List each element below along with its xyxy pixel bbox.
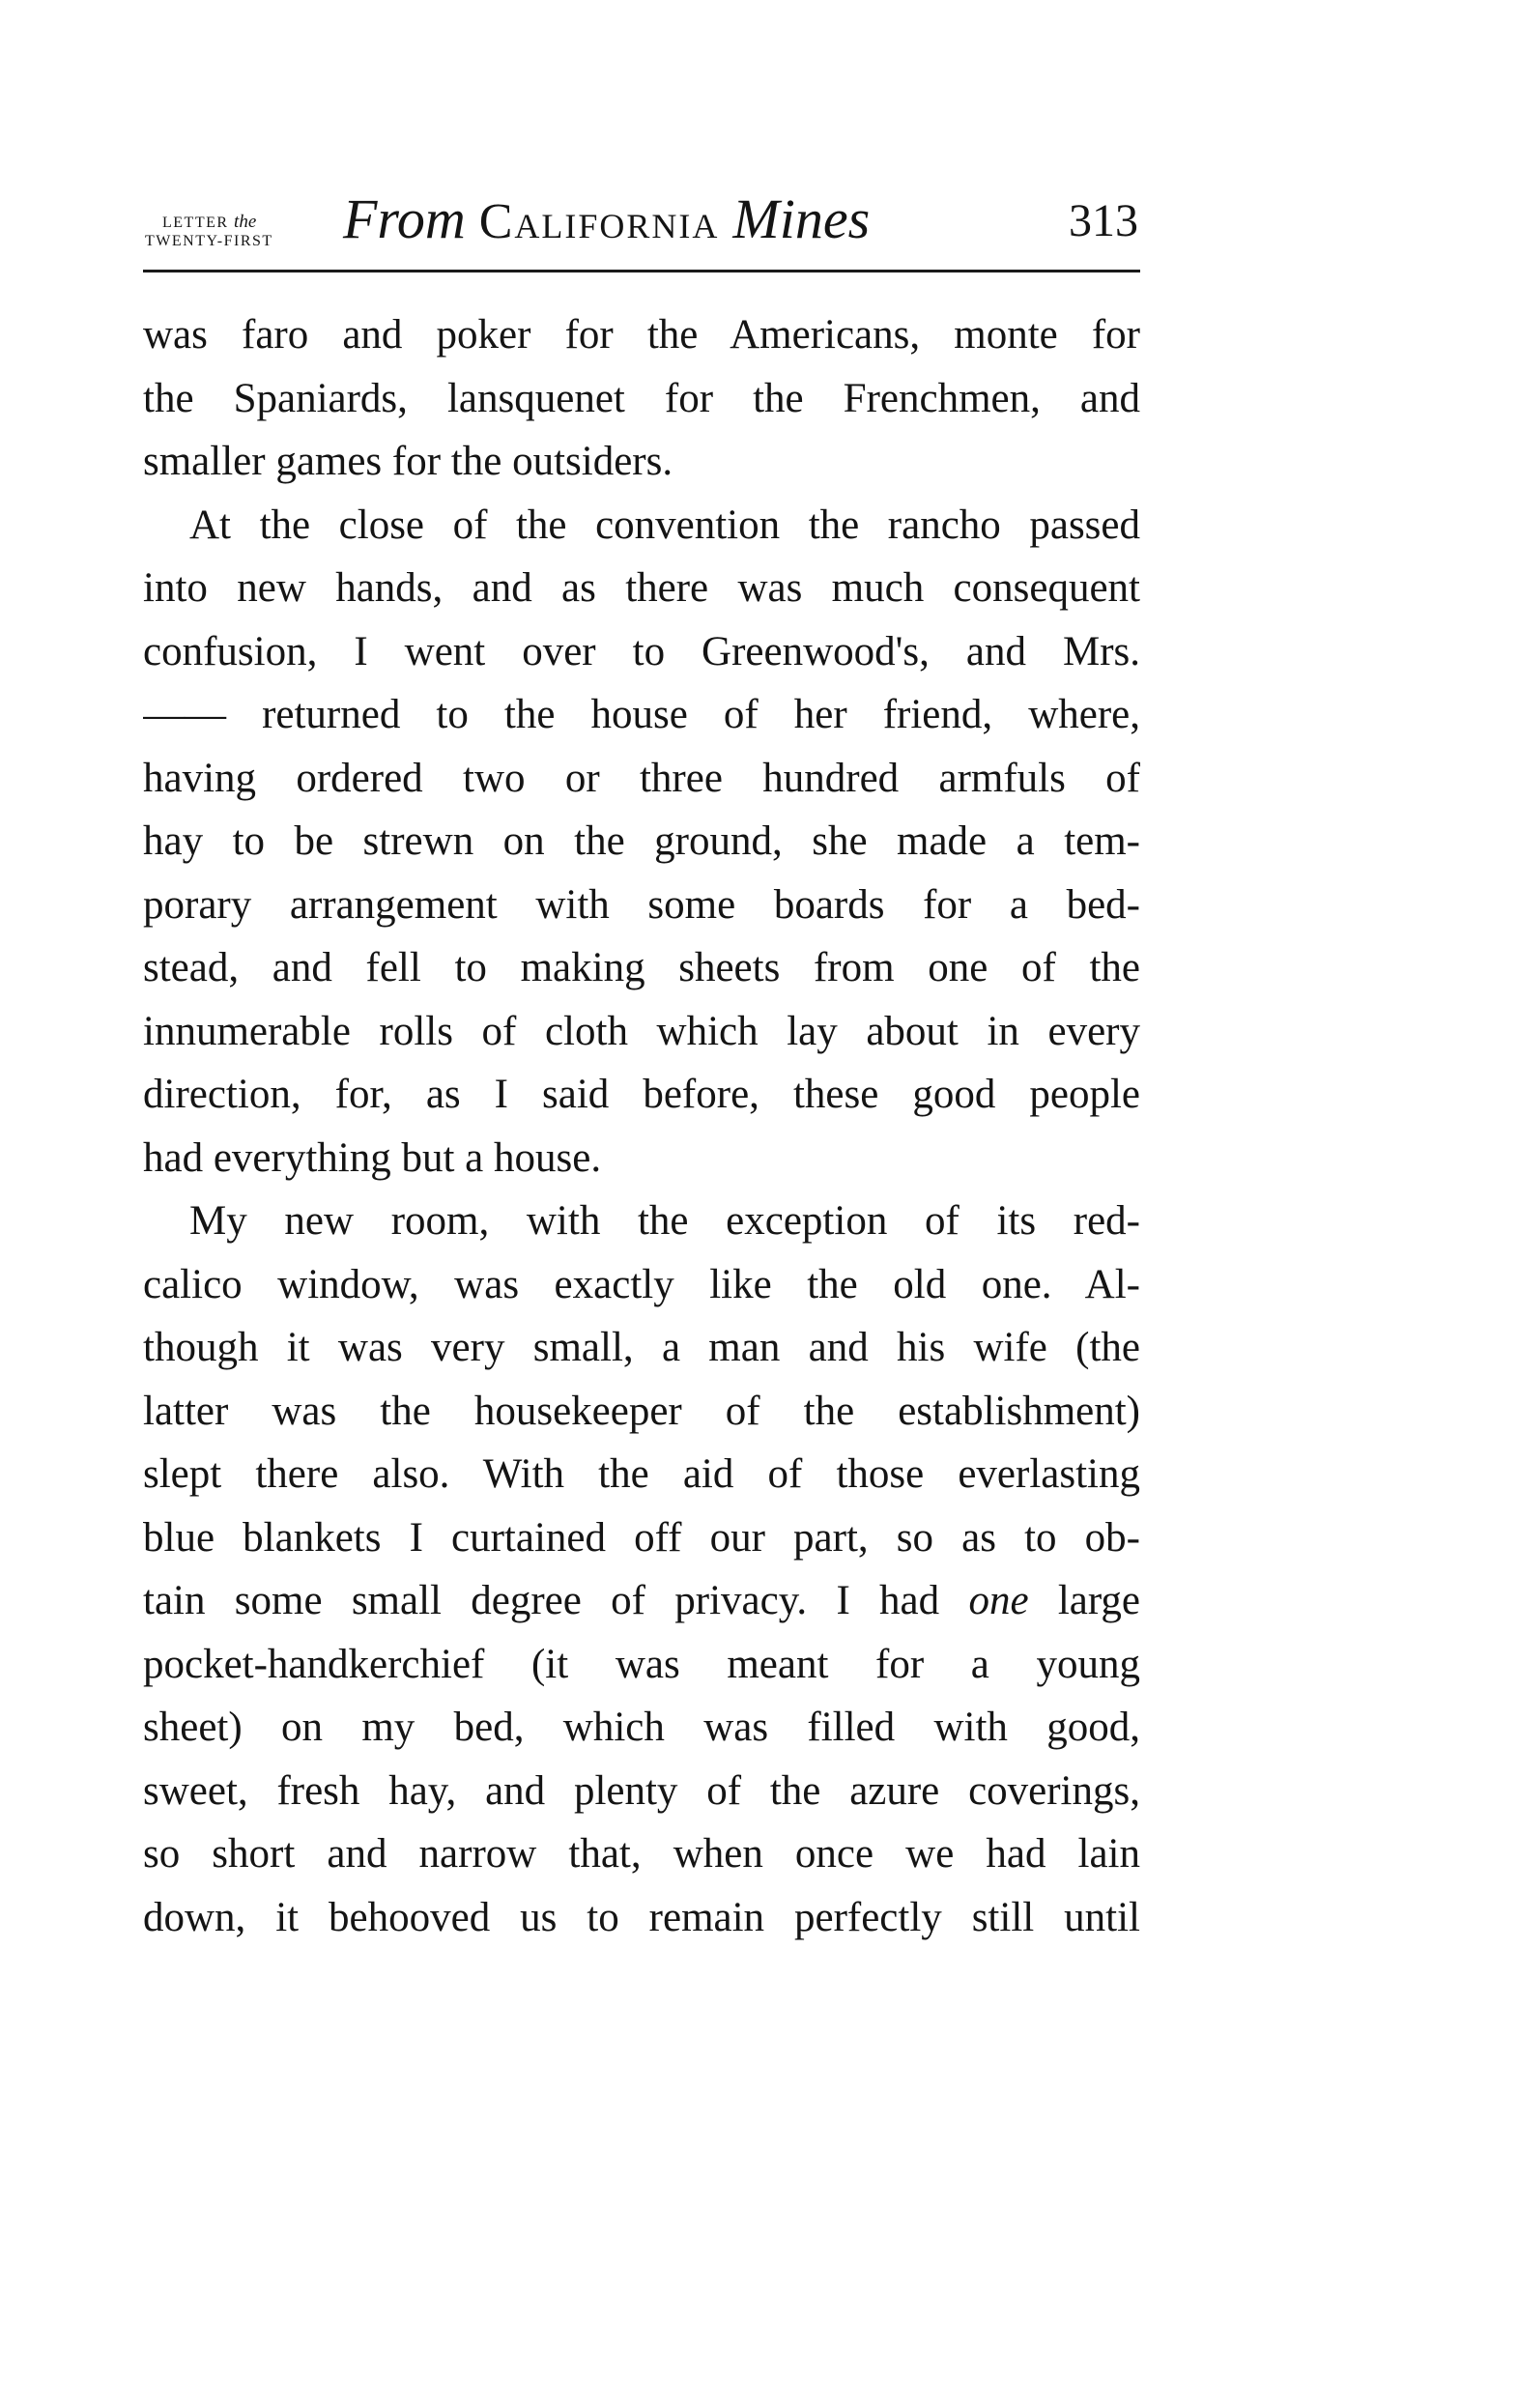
running-header: [145, 186, 1140, 272]
text-line: hay to be strewn on the ground, she made a tem-: [143, 818, 1140, 864]
running-title-mines: Mines: [732, 187, 871, 250]
text-line: the Spaniards, lansquenet for the Frenchmen, and: [143, 375, 1140, 421]
text-line: sweet, fresh hay, and plenty of the azure coverings,: [143, 1767, 1140, 1814]
text-line: slept there also. With the aid of those everlasting: [143, 1451, 1140, 1497]
text-line: At the close of the convention the rancho passed: [189, 502, 1140, 548]
text-line: stead, and fell to making sheets from one of the: [143, 945, 1140, 990]
running-title-california: California: [478, 194, 720, 249]
letter-label-bottom: TWENTY-FIRST: [145, 233, 273, 249]
text-line: confusion, I went over to Greenwood's, and Mrs.: [143, 628, 1140, 674]
text-line: innumerable rolls of cloth which lay about in every: [143, 1008, 1140, 1054]
italic-word: one: [968, 1578, 1029, 1623]
header-rule: [143, 270, 1140, 272]
text-line: into new hands, and as there was much consequent: [143, 565, 1140, 611]
text-line: down, it behooved us to remain perfectly still until: [143, 1894, 1140, 1940]
text-segment: large: [1057, 1578, 1140, 1623]
letter-label-top-italic: the: [234, 212, 257, 232]
text-line: pocket-handkerchief (it was meant for a young: [143, 1641, 1140, 1687]
text-line: My new room, with the exception of its red-: [189, 1198, 1140, 1244]
text-segment: tain some small degree of privacy. I had: [143, 1578, 940, 1623]
text-line: was faro and poker for the Americans, monte for: [143, 312, 1140, 358]
text-line: though it was very small, a man and his wife (the: [143, 1325, 1140, 1370]
text-line: sheet) on my bed, which was filled with good,: [143, 1705, 1140, 1750]
text-line: having ordered two or three hundred armfuls of: [143, 755, 1140, 801]
text-line: porary arrangement with some boards for a bed-: [143, 881, 1140, 928]
letter-label-top: LETTER: [162, 215, 229, 231]
text-line: latter was the housekeeper of the establishment): [143, 1388, 1140, 1434]
text-line: had everything but a house.: [143, 1134, 602, 1181]
text-line: smaller games for the outsiders.: [143, 439, 673, 484]
letter-label: [145, 213, 309, 250]
body-text: [143, 303, 1140, 1949]
running-title: [343, 186, 870, 256]
text-line: blue blankets I curtained off our part, so as to ob-: [143, 1514, 1140, 1561]
text-line: direction, for, as I said before, these good people: [143, 1072, 1140, 1117]
text-line: —— returned to the house of her friend, where,: [143, 692, 1140, 737]
text-line: [143, 1569, 1140, 1633]
page-number: 313: [1069, 195, 1138, 246]
text-line: calico window, was exactly like the old one. Al-: [143, 1261, 1140, 1307]
text-line: so short and narrow that, when once we had lain: [143, 1831, 1140, 1877]
running-title-from: From: [343, 187, 466, 250]
